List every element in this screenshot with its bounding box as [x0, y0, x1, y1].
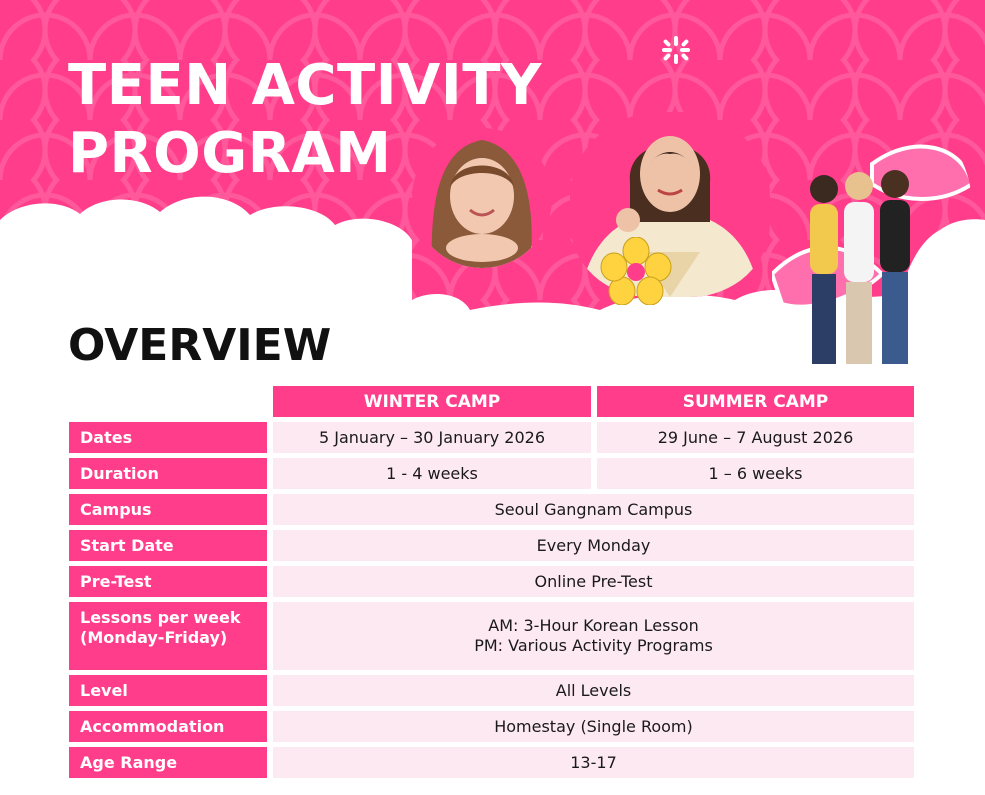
lessons-label-line-2: (Monday-Friday): [80, 628, 228, 647]
age-range-value: 13-17: [273, 747, 914, 778]
level-value: All Levels: [273, 675, 914, 706]
label-duration: Duration: [69, 458, 267, 489]
winter-duration: 1 - 4 weeks: [273, 458, 591, 489]
label-level: Level: [69, 675, 267, 706]
accommodation-value: Homestay (Single Room): [273, 711, 914, 742]
label-accommodation: Accommodation: [69, 711, 267, 742]
campus-value: Seoul Gangnam Campus: [273, 494, 914, 525]
label-pre-test: Pre-Test: [69, 566, 267, 597]
summer-duration: 1 – 6 weeks: [597, 458, 914, 489]
title-line-1: TEEN ACTIVITY: [68, 53, 542, 118]
pre-test-value: Online Pre-Test: [273, 566, 914, 597]
label-lessons: [69, 602, 267, 670]
lessons-value-line-2: PM: Various Activity Programs: [474, 636, 713, 655]
summer-dates: 29 June – 7 August 2026: [597, 422, 914, 453]
flower-icon: [600, 237, 672, 305]
title-line-2: PROGRAM: [68, 121, 392, 186]
lessons-label-line-1: Lessons per week: [80, 608, 241, 627]
fan-dance-photo: [772, 124, 972, 400]
header-winter-camp: WINTER CAMP: [273, 386, 591, 417]
overview-heading: OVERVIEW: [68, 320, 332, 371]
lessons-value-line-1: AM: 3-Hour Korean Lesson: [488, 616, 699, 635]
start-date-value: Every Monday: [273, 530, 914, 561]
label-start-date: Start Date: [69, 530, 267, 561]
label-dates: Dates: [69, 422, 267, 453]
header-summer-camp: SUMMER CAMP: [597, 386, 914, 417]
label-age-range: Age Range: [69, 747, 267, 778]
winter-dates: 5 January – 30 January 2026: [273, 422, 591, 453]
student-photo-1: [412, 128, 552, 268]
lessons-value: [273, 602, 914, 670]
label-campus: Campus: [69, 494, 267, 525]
brand-logo-icon: [660, 34, 692, 66]
